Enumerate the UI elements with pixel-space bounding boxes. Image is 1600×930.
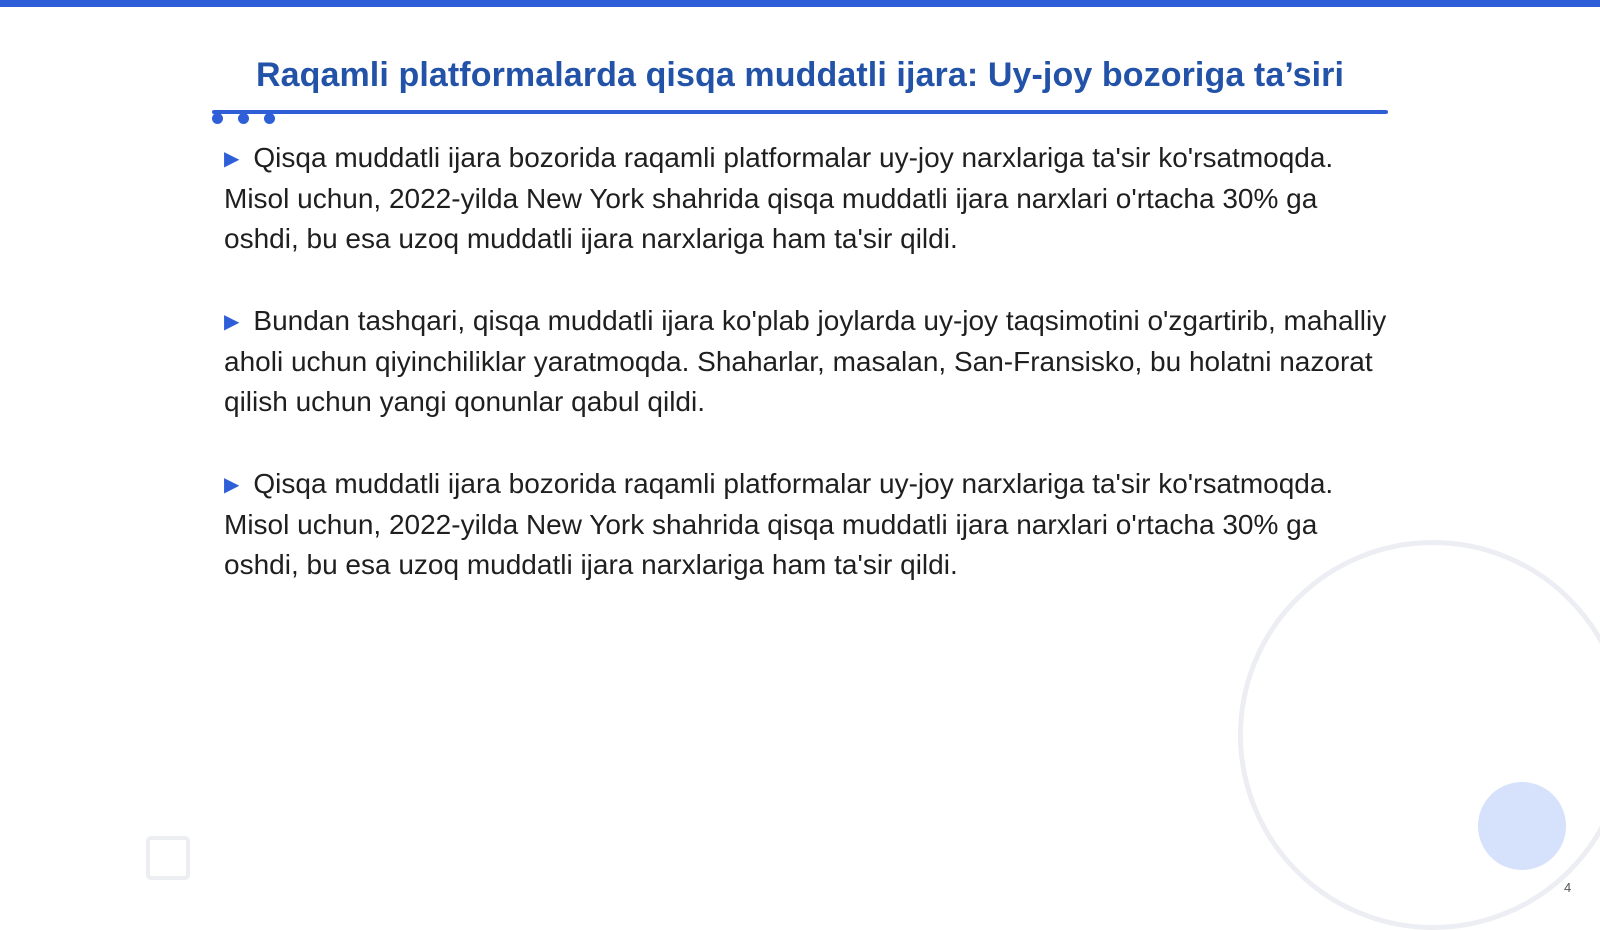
- bullet-text: Qisqa muddatli ijara bozorida raqamli platformalar uy-joy narxlariga ta'sir ko'rsatmoqda. Misol uchun, 2022-yilda New York shahrida qisqa muddatli ijara narxlari o'rtacha 30% ga oshdi, bu esa uzoq muddatli ijara narxlariga ham ta'sir qildi.: [224, 468, 1334, 580]
- decor-ring: [1238, 540, 1600, 930]
- title-underline: [212, 110, 1388, 114]
- triangle-right-icon: ▶: [224, 311, 240, 333]
- bullet-item: [224, 138, 1394, 259]
- decor-dot: [264, 113, 275, 124]
- decor-disc: [1478, 782, 1566, 870]
- bullet-list: [224, 138, 1394, 627]
- decor-square: [146, 836, 190, 880]
- bullet-item: [224, 464, 1394, 585]
- slide-title: Raqamli platformalarda qisqa muddatli ijara: Uy-joy bozoriga ta’siri: [255, 56, 1345, 94]
- bullet-item: [224, 301, 1394, 422]
- triangle-right-icon: ▶: [224, 148, 240, 170]
- decor-dot: [238, 113, 249, 124]
- triangle-right-icon: ▶: [224, 474, 240, 496]
- bullet-text: Qisqa muddatli ijara bozorida raqamli platformalar uy-joy narxlariga ta'sir ko'rsatmoqda. Misol uchun, 2022-yilda New York shahrida qisqa muddatli ijara narxlari o'rtacha 30% ga oshdi, bu esa uzoq muddatli ijara narxlariga ham ta'sir qildi.: [224, 142, 1334, 254]
- decor-dot: [212, 113, 223, 124]
- bullet-text: Bundan tashqari, qisqa muddatli ijara ko'plab joylarda uy-joy taqsimotini o'zgartirib, mahalliy aholi uchun qiyinchiliklar yaratmoqda. Shaharlar, masalan, San-Fransisko, bu holatni nazorat qilish uchun yangi qonunlar qabul qildi.: [224, 305, 1387, 417]
- top-accent-bar: [0, 0, 1600, 7]
- page-number: 4: [1564, 880, 1572, 895]
